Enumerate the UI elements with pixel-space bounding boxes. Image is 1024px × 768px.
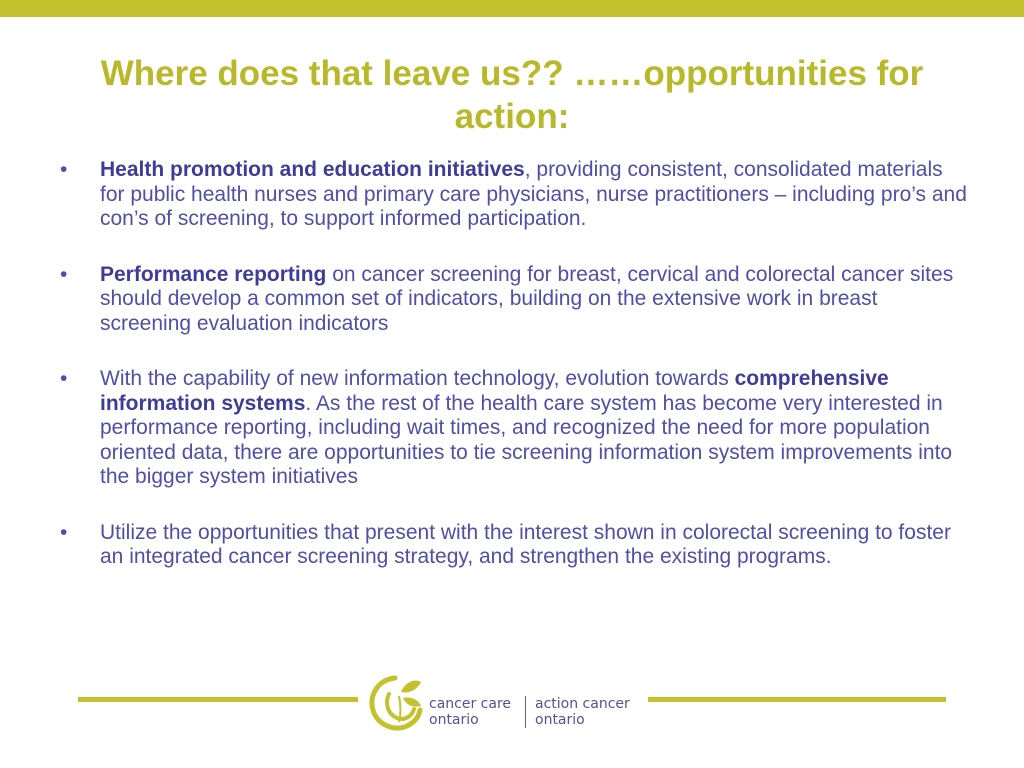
footer-divider-left xyxy=(78,697,358,702)
bullet-item-information-systems xyxy=(56,367,968,490)
bullet-item-colorectal-screening xyxy=(56,521,968,570)
logo-right-line2: ontario xyxy=(535,712,585,728)
bullet-text-pre: With the capability of new information technology, evolution towards xyxy=(100,367,735,390)
cancer-care-ontario-logo-icon xyxy=(365,670,427,734)
bullet-heading: comprehensive information systems xyxy=(100,367,889,415)
slide-title: Where does that leave us?? ……opportunities for action: xyxy=(100,54,924,136)
top-accent-bar xyxy=(0,0,1024,17)
bullet-text: . As the rest of the health care system has become very interested in performance reporting, including wait times, and recognized the need for more population oriented data, there are opportunities to tie screening information system improvements into the bigger system initiatives xyxy=(100,391,953,488)
bullet-item-performance-reporting xyxy=(56,263,968,337)
bullet-heading: Performance reporting xyxy=(100,262,327,286)
footer-divider-right xyxy=(648,697,946,702)
bullet-text: on cancer screening for breast, cervical and colorectal cancer sites should develop a common set of indicators, building on the extensive work in breast screening evaluation indicators xyxy=(100,262,954,335)
bullet-icon: • xyxy=(60,367,68,390)
logo-left-line2: ontario xyxy=(429,712,479,728)
logo-left-line1: cancer care xyxy=(429,696,512,712)
logo-separator xyxy=(525,696,526,728)
logo-right-line1: action cancer xyxy=(535,696,630,712)
logo-text-cancer-care-ontario xyxy=(429,696,511,728)
bullet-icon: • xyxy=(60,262,68,286)
logo-text-action-cancer-ontario xyxy=(535,696,630,728)
cancer-care-ontario-logo xyxy=(365,668,645,738)
bullet-icon: • xyxy=(60,520,68,544)
bullet-list xyxy=(56,158,968,570)
bullet-heading: Health promotion and education initiatives xyxy=(100,158,525,181)
bullet-text: , providing consistent, consolidated materials for public health nurses and primary care physicians, nurse practitioners – including pro’s and con’s of screening, to support informed participation. xyxy=(100,158,967,230)
bullet-text: Utilize the opportunities that present with the interest shown in colorectal screening to foster an integrated cancer screening strategy, and strengthen the existing programs. xyxy=(100,520,951,568)
bullet-icon: • xyxy=(60,158,68,181)
bullet-item-health-promotion xyxy=(56,158,968,232)
